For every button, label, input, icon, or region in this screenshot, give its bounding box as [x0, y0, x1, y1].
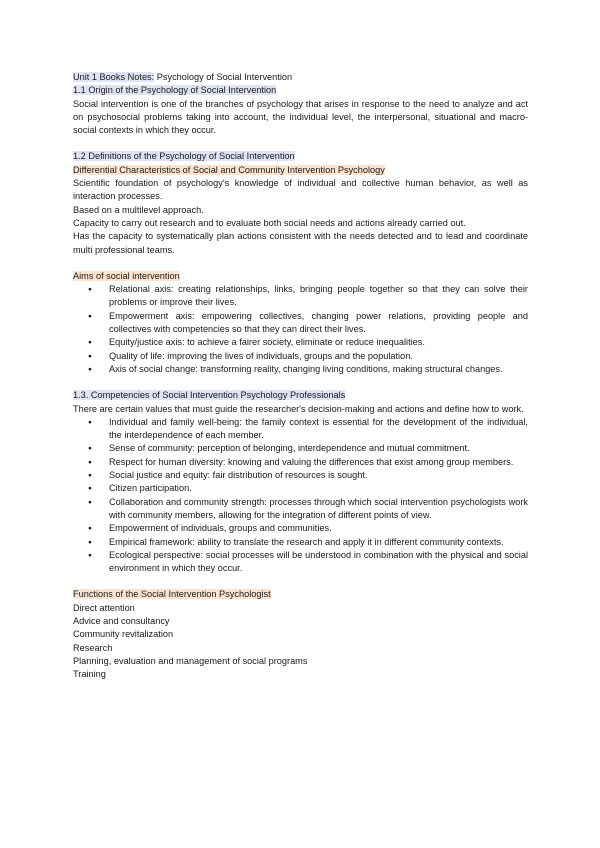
competency-item: ● Ecological perspective: social processes will be understood in combination with the physical and social environment in which they occur.: [73, 549, 528, 576]
aims-list-item: ● Relational axis: creating relationships, links, bringing people together so that they can solve their problems or improve their lives.: [73, 283, 528, 310]
competency-item: ● Empirical framework: ability to translate the research and apply it in different community contexts.: [73, 536, 528, 549]
competency-item: ● Collaboration and community strength: processes through which social intervention psychologists work with community members, allowing for the integration of different points of view.: [73, 496, 528, 523]
competency-item: ● Social justice and equity: fair distribution of resources is sought.: [73, 469, 528, 482]
competencies-list: [73, 416, 528, 576]
competency-item: ● Citizen participation.: [73, 482, 528, 495]
function-item: Research: [73, 642, 113, 653]
section-1-2-heading: 1.2 Definitions of the Psychology of Social Intervention: [73, 151, 295, 162]
definition-line: Scientific foundation of psychology's knowledge of individual and collective human behavior, as well as interaction processes.: [73, 178, 528, 202]
document-title: [73, 71, 528, 84]
function-item: Direct attention: [73, 602, 135, 613]
section-1-1-heading: 1.1 Origin of the Psychology of Social Intervention: [73, 85, 277, 96]
section-1-3-intro: There are certain values that must guide the researcher's decision-making and actions and define how to work.: [73, 403, 524, 414]
definition-line: Capacity to carry out research and to evaluate both social needs and actions already carried out.: [73, 217, 466, 228]
competency-item: ● Individual and family well-being: the family context is essential for the development of the individual, the interdependence of each member.: [73, 416, 528, 443]
competency-item: ● Empowerment of individuals, groups and communities.: [73, 522, 528, 535]
function-item: Advice and consultancy: [73, 615, 170, 626]
document-page: [73, 71, 528, 681]
function-item: Planning, evaluation and management of social programs: [73, 655, 308, 666]
section-1-1-paragraph: Social intervention is one of the branches of psychology that arises in response to the need to analyze and act on psychosocial problems taking into account, the individual level, the interpersonal, situational and macro-social contexts in which they occur.: [73, 98, 528, 136]
aims-list-item: ● Quality of life: improving the lives of individuals, groups and the population.: [73, 350, 528, 363]
aims-list: [73, 283, 528, 376]
definition-line: Has the capacity to systematically plan actions consistent with the needs detected and to lead and coordinate multi professional teams.: [73, 231, 528, 255]
aims-list-item: ● Axis of social change: transforming reality, changing living conditions, making structural changes.: [73, 363, 528, 376]
definition-line: Based on a multilevel approach.: [73, 204, 204, 215]
aims-list-item: ● Equity/justice axis: to achieve a fairer society, eliminate or reduce inequalities.: [73, 336, 528, 349]
section-1-2-subheading: Differential Characteristics of Social and Community Intervention Psychology: [73, 164, 385, 175]
function-item: Community revitalization: [73, 629, 174, 640]
section-1-3-heading: 1.3. Competencies of Social Intervention Psychology Professionals: [73, 390, 346, 401]
title-prefix: Unit 1 Books Notes:: [73, 72, 155, 82]
functions-heading: Functions of the Social Intervention Psychologist: [73, 589, 271, 600]
aims-heading: Aims of social intervention: [73, 270, 180, 281]
competency-item: ● Sense of community: perception of belonging, interdependence and mutual commitment.: [73, 442, 528, 455]
title-text: Psychology of Social Intervention: [154, 72, 293, 82]
competency-item: ● Respect for human diversity: knowing and valuing the differences that exist among group members.: [73, 456, 528, 469]
aims-list-item: ● Empowerment axis: empowering collectives, changing power relations, providing people and collectives with competencies so that they can direct their lives.: [73, 310, 528, 337]
function-item: Training: [73, 669, 106, 680]
